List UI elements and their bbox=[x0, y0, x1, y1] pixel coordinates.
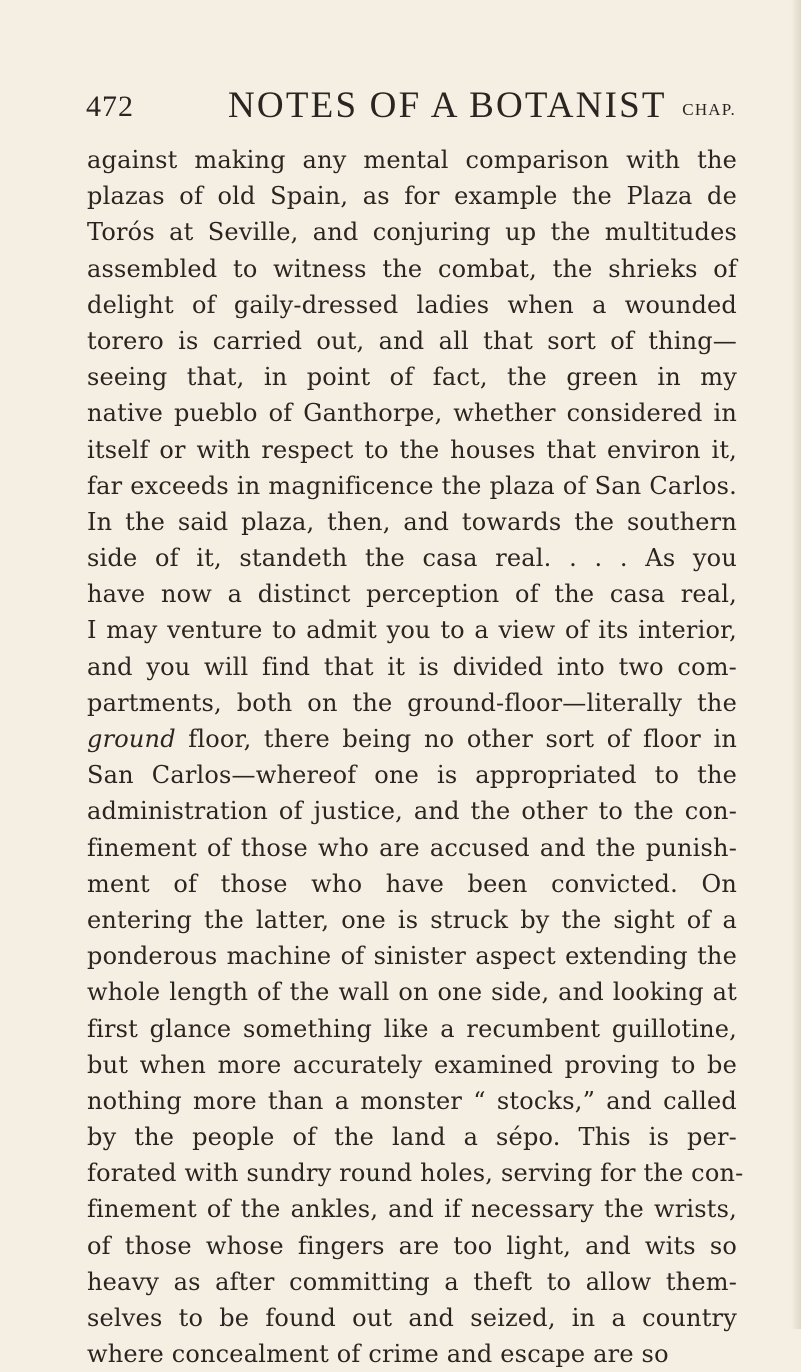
text-line: where concealment of crime and escape are so bbox=[87, 1340, 669, 1369]
text-line: have now a distinct perception of the casa real, bbox=[87, 580, 737, 609]
text-line: side of it, standeth the casa real. . . . As you bbox=[87, 544, 737, 573]
text-line: nothing more than a monster “ stocks,” and called bbox=[87, 1086, 737, 1115]
text-line: whole length of the wall on one side, and looking at bbox=[87, 978, 737, 1007]
text-line: ground floor, there being no other sort of floor in bbox=[87, 725, 737, 753]
text-line: partments, both on the ground-floor—literally the bbox=[87, 688, 737, 717]
text-line: by the people of the land a sépo. This is per- bbox=[87, 1123, 737, 1152]
text-line: I may venture to admit you to a view of its interior, bbox=[87, 616, 737, 645]
text-line: entering the latter, one is struck by the sight of a bbox=[87, 905, 737, 934]
page-header bbox=[86, 84, 736, 124]
text-line: heavy as after committing a theft to allow them- bbox=[87, 1267, 737, 1296]
text-line: finement of those who are accused and the punish- bbox=[87, 833, 737, 862]
text-line: finement of the ankles, and if necessary the wrists, bbox=[87, 1195, 737, 1224]
text-line: delight of gaily-dressed ladies when a wounded bbox=[87, 290, 737, 319]
page-number: 472 bbox=[86, 90, 134, 123]
text-line: forated with sundry round holes, serving for the con- bbox=[87, 1159, 744, 1188]
text-line: native pueblo of Ganthorpe, whether considered in bbox=[87, 399, 737, 428]
text-line: first glance something like a recumbent guillotine, bbox=[87, 1014, 737, 1043]
body-text bbox=[87, 142, 744, 1372]
running-title: NOTES OF A BOTANIST bbox=[228, 85, 667, 126]
text-line: itself or with respect to the houses that environ it, bbox=[87, 435, 737, 464]
text-line: plazas of old Spain, as for example the Plaza de bbox=[87, 182, 737, 211]
text-line: Torós at Seville, and conjuring up the multitudes bbox=[87, 218, 737, 247]
text-line: ponderous machine of sinister aspect extending the bbox=[87, 942, 737, 971]
text-line: torero is carried out, and all that sort of thing— bbox=[87, 326, 737, 355]
text-line: administration of justice, and the other to the con- bbox=[87, 797, 737, 826]
text-line: San Carlos—whereof one is appropriated to the bbox=[87, 761, 737, 790]
text-line: but when more accurately examined proving to be bbox=[87, 1050, 737, 1079]
page-edge-shadow bbox=[791, 0, 801, 1329]
text-line: against making any mental comparison with the bbox=[87, 146, 737, 174]
text-line: ment of those who have been convicted. On bbox=[87, 869, 737, 898]
text-line: In the said plaza, then, and towards the southern bbox=[87, 507, 737, 536]
text-line: assembled to witness the combat, the shrieks of bbox=[87, 254, 737, 283]
text-line: selves to be found out and seized, in a country bbox=[87, 1304, 737, 1332]
emphasis-word: ground bbox=[87, 725, 176, 753]
text-line: and you will find that it is divided into two com- bbox=[87, 652, 737, 681]
text-line: of those whose fingers are too light, and wits so bbox=[87, 1231, 737, 1260]
text-line: far exceeds in magnificence the plaza of San Carlos. bbox=[87, 471, 737, 500]
text-line: seeing that, in point of fact, the green in my bbox=[87, 363, 737, 392]
chapter-mark: CHAP. bbox=[682, 100, 736, 119]
